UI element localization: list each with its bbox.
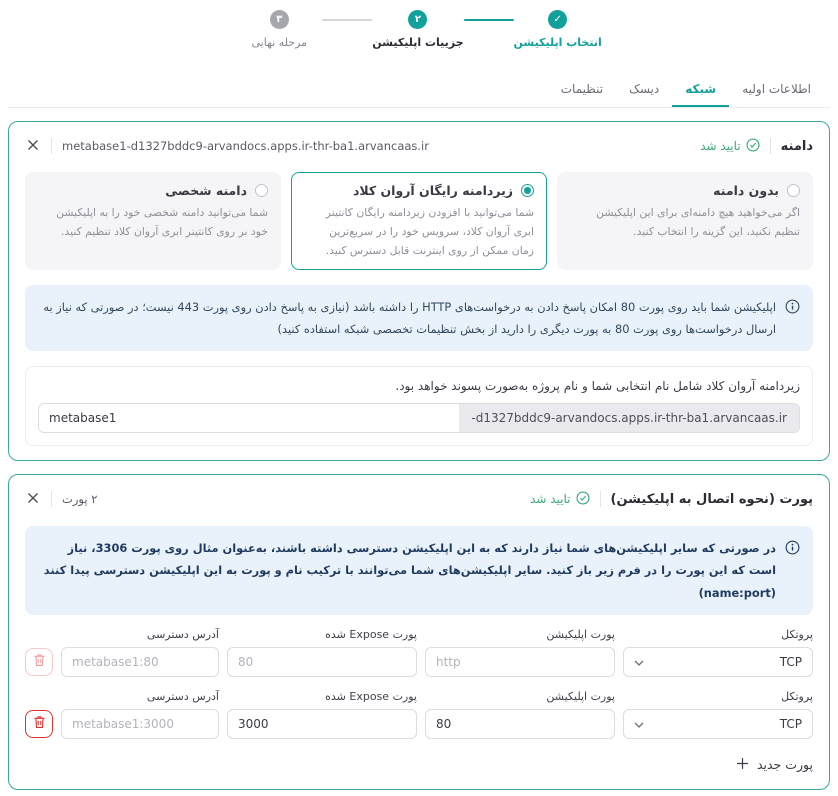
chevron-down-icon: [634, 655, 644, 669]
ports-card-header: [25, 487, 813, 511]
domain-card-header: [25, 134, 813, 158]
section-tabs: [8, 73, 830, 108]
delete-port-button[interactable]: [25, 710, 53, 738]
divider: [51, 491, 52, 507]
stepper-connector: [322, 19, 372, 21]
port-count: ۲ پورت: [62, 492, 98, 507]
tab-settings[interactable]: تنظیمات: [560, 82, 604, 96]
trash-icon: [33, 653, 46, 670]
add-port-button[interactable]: پورت جدید: [736, 757, 813, 773]
step-done-circle: [548, 10, 567, 29]
app-port-label: پورت اپلیکیشن: [546, 627, 615, 641]
stepper-connector: [464, 19, 514, 21]
app-port-input[interactable]: [425, 709, 615, 739]
protocol-label: پروتکل: [781, 627, 813, 641]
ports-card: [8, 474, 830, 790]
option-free-subdomain[interactable]: زیردامنه رایگان آروان کلاد شما می‌توانید با افزودن زیردامنه رایگان کانتینر ابری آروان کلاد، سرویس خود را در سریع‌ترین زمان ممکن از روی اینترنت قابل دسترس کنید.: [291, 172, 547, 270]
tab-basic-info[interactable]: اطلاعات اولیه: [742, 82, 811, 96]
wizard-stepper: [8, 6, 830, 49]
option-description: شما می‌توانید با افزودن زیردامنه رایگان کانتینر ابری آروان کلاد، سرویس خود را در سریع‌ترین زمان ممکن از روی اینترنت قابل دسترس کنید.: [325, 206, 534, 257]
option-description: اگر می‌خواهید هیچ دامنه‌ای برای این اپلیکیشن تنظیم نکنید، این گزینه را انتخاب کنید.: [596, 206, 800, 238]
close-icon: [27, 492, 39, 507]
exposed-port-label: پورت Expose شده: [325, 627, 417, 641]
step-label: جزییات اپلیکیشن: [372, 36, 464, 49]
access-address-input[interactable]: [61, 709, 219, 739]
access-address-label: آدرس دسترسی: [146, 627, 219, 641]
port-row: [25, 690, 813, 739]
app-port-input[interactable]: [425, 647, 615, 677]
domain-card-title: دامنه: [780, 138, 813, 154]
delete-port-button[interactable]: [25, 648, 53, 676]
check-circle-icon: [746, 138, 760, 155]
ports-status-badge: تایید شد: [530, 491, 589, 508]
tab-network[interactable]: شبکه: [672, 73, 729, 107]
radio-selected-icon[interactable]: [521, 184, 534, 197]
option-personal-domain[interactable]: دامنه شخصی شما می‌توانید دامنه شخصی خود را به اپلیکیشن خود بر روی کانتینر ابری آروان کلاد تنظیم کنید.: [25, 172, 281, 270]
ports-info-banner: [25, 526, 813, 615]
ports-card-title: پورت (نحوه اتصال به اپلیکیشن): [610, 491, 813, 507]
plus-icon: [736, 757, 749, 773]
domain-card-close-button[interactable]: [25, 137, 41, 156]
info-icon: [785, 540, 800, 562]
access-address-label: آدرس دسترسی: [146, 689, 219, 703]
exposed-port-input[interactable]: [227, 647, 417, 677]
trash-icon: [33, 715, 46, 732]
subdomain-box: [25, 366, 813, 446]
subdomain-name-input[interactable]: [39, 404, 459, 432]
protocol-select[interactable]: TCP: [623, 709, 813, 739]
domain-status-badge: تایید شد: [700, 138, 759, 155]
info-icon: [785, 299, 800, 321]
divider: [770, 138, 771, 154]
radio-icon[interactable]: [255, 184, 268, 197]
radio-icon[interactable]: [787, 184, 800, 197]
port-row: [25, 628, 813, 677]
subdomain-input-group: [38, 403, 800, 433]
ports-card-close-button[interactable]: [25, 490, 41, 509]
app-port-label: پورت اپلیکیشن: [546, 689, 615, 703]
option-description: شما می‌توانید دامنه شخصی خود را به اپلیکیشن خود بر روی کانتینر ابری آروان کلاد تنظیم کنید.: [56, 206, 268, 238]
step-upcoming-circle: ۳: [270, 10, 289, 29]
divider: [600, 491, 601, 507]
subdomain-label: زیردامنه آروان کلاد شامل نام انتخابی شما و نام پروژه به‌صورت پسوند خواهد بود.: [395, 379, 800, 394]
http-port-info-banner: [25, 285, 813, 351]
info-text: در صورتی که سایر اپلیکیشن‌های شما نیاز دارند که به این اپلیکیشن دسترسی داشته باشند، به‌عنوان مثال روی پورت 3306، نیاز است که این پورت را در فرم زیر باز کنید. سایر اپلیکیشن‌های شما می‌توانند با ترکیب نام و پورت به این اپلیکیشن دسترسی پیدا کنند (name:port): [43, 541, 776, 600]
option-no-domain[interactable]: بدون دامنه اگر می‌خواهید هیچ دامنه‌ای برای این اپلیکیشن تنظیم نکنید، این گزینه را انتخاب کنید.: [557, 172, 813, 270]
step-current-circle: ۲: [408, 10, 427, 29]
step-label: انتخاب اپلیکیشن: [513, 36, 602, 49]
check-circle-icon: [576, 491, 590, 508]
protocol-select[interactable]: TCP: [623, 647, 813, 677]
domain-card: [8, 121, 830, 461]
protocol-label: پروتکل: [781, 689, 813, 703]
tab-disk[interactable]: دیسک: [629, 82, 660, 96]
step-final[interactable]: [236, 10, 322, 49]
exposed-port-label: پورت Expose شده: [325, 689, 417, 703]
step-label: مرحله نهایی: [251, 36, 308, 49]
check-icon: ✓: [553, 14, 562, 25]
subdomain-suffix: -d1327bddc9-arvandocs.apps.ir-thr-ba1.arvancaas.ir: [459, 404, 799, 432]
exposed-port-input[interactable]: [227, 709, 417, 739]
divider: [51, 138, 52, 154]
close-icon: [27, 139, 39, 154]
access-address-input[interactable]: [61, 647, 219, 677]
assigned-domain-text: metabase1-d1327bddc9-arvandocs.apps.ir-thr-ba1.arvancaas.ir: [62, 139, 429, 153]
domain-options: [25, 172, 813, 270]
chevron-down-icon: [634, 717, 644, 731]
info-text: اپلیکیشن شما باید روی پورت 80 امکان پاسخ دادن به درخواست‌های HTTP را داشته باشد (نیازی به پاسخ دادن روی پورت 443 نیست؛ در صورتی که نیاز به ارسال درخواست‌ها روی پورت 80 به پورت دیگری را دارید از بخش تنظیمات تخصصی شبکه استفاده کنید): [43, 299, 776, 336]
step-select-application[interactable]: [514, 10, 602, 49]
step-application-details[interactable]: [372, 10, 463, 49]
